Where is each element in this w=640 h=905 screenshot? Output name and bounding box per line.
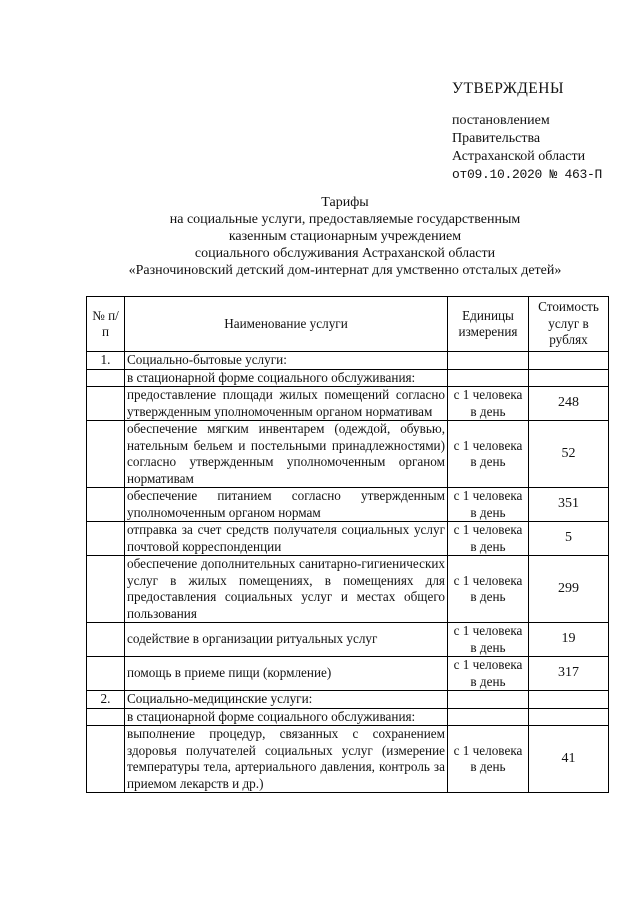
table-row <box>87 387 609 421</box>
unit-of-measure: с 1 человека в день <box>448 522 529 556</box>
header-price: Стоимость услуг в рублях <box>529 297 609 352</box>
service-price <box>529 369 609 387</box>
table-row <box>87 488 609 522</box>
row-number <box>87 623 125 657</box>
service-name: отправка за счет средств получателя социальных услуг почтовой корреспонденции <box>125 522 448 556</box>
unit-of-measure: с 1 человека в день <box>448 657 529 691</box>
unit-of-measure: с 1 человека в день <box>448 556 529 623</box>
service-price: 351 <box>529 488 609 522</box>
title-line: казенным стационарным учреждением <box>228 229 462 244</box>
table-row <box>87 708 609 726</box>
row-number <box>87 657 125 691</box>
decree-number: от09.10.2020 № 463-П <box>452 167 603 182</box>
service-name: содействие в организации ритуальных услуг <box>125 623 448 657</box>
table-row <box>87 522 609 556</box>
unit-of-measure <box>448 708 529 726</box>
table-row <box>87 691 609 709</box>
table-row <box>87 657 609 691</box>
title-line: на социальные услуги, предоставляемые государственным <box>169 212 521 227</box>
service-price <box>529 708 609 726</box>
service-name: обеспечение питанием согласно утвержденным уполномоченным органом нормам <box>125 488 448 522</box>
service-name: предоставление площади жилых помещений согласно утвержденным уполномоченным органом нормативам <box>125 387 448 421</box>
service-name: в стационарной форме социального обслуживания: <box>125 708 448 726</box>
unit-of-measure: с 1 человека в день <box>448 387 529 421</box>
service-price: 248 <box>529 387 609 421</box>
service-name: Социально-медицинские услуги: <box>125 691 448 709</box>
unit-of-measure <box>448 369 529 387</box>
title-line: «Разночиновский детский дом-интернат для умственно отсталых детей» <box>128 263 562 278</box>
unit-of-measure <box>448 691 529 709</box>
header-service: Наименование услуги <box>125 297 448 352</box>
service-price: 299 <box>529 556 609 623</box>
unit-of-measure <box>448 352 529 370</box>
table-row <box>87 352 609 370</box>
table-row <box>87 421 609 488</box>
title-line: социального обслуживания Астраханской области <box>194 246 496 261</box>
service-name: помощь в приеме пищи (кормление) <box>125 657 448 691</box>
row-number <box>87 556 125 623</box>
approval-block <box>452 80 602 184</box>
row-number <box>87 387 125 421</box>
approval-line: постановлением <box>452 113 550 128</box>
approval-heading: УТВЕРЖДЕНЫ <box>452 80 564 97</box>
row-number: 2. <box>87 691 125 709</box>
approval-line: Астраханской области <box>452 149 586 164</box>
table-row <box>87 369 609 387</box>
table-row <box>87 726 609 793</box>
service-name: в стационарной форме социального обслуживания: <box>125 369 448 387</box>
table-row <box>87 623 609 657</box>
row-number: 1. <box>87 352 125 370</box>
tariff-table <box>86 296 609 793</box>
row-number <box>87 369 125 387</box>
unit-of-measure: с 1 человека в день <box>448 726 529 793</box>
table-row <box>87 556 609 623</box>
unit-of-measure: с 1 человека в день <box>448 421 529 488</box>
document-title <box>95 194 595 279</box>
service-price: 19 <box>529 623 609 657</box>
service-name: Социально-бытовые услуги: <box>125 352 448 370</box>
title-line: Тарифы <box>321 195 369 210</box>
service-price: 52 <box>529 421 609 488</box>
row-number <box>87 708 125 726</box>
unit-of-measure: с 1 человека в день <box>448 623 529 657</box>
header-number: № п/п <box>87 297 125 352</box>
row-number <box>87 726 125 793</box>
service-price <box>529 691 609 709</box>
header-unit: Единицы измерения <box>448 297 529 352</box>
table-header-row <box>87 297 609 352</box>
row-number <box>87 488 125 522</box>
service-price: 41 <box>529 726 609 793</box>
unit-of-measure: с 1 человека в день <box>448 488 529 522</box>
row-number <box>87 421 125 488</box>
service-name: выполнение процедур, связанных с сохранением здоровья получателей социальных услуг (измерение температуры тела, артериального давления, контроль за приемом лекарств и др.) <box>125 726 448 793</box>
service-price <box>529 352 609 370</box>
approval-line: Правительства <box>452 131 541 146</box>
row-number <box>87 522 125 556</box>
service-name: обеспечение мягким инвентарем (одеждой, обувью, нательным бельем и постельными принадлежностями) согласно утвержденным уполномоченным органом нормативам <box>125 421 448 488</box>
service-name: обеспечение дополнительных санитарно-гигиенических услуг в жилых помещениях, в помещениях для предоставления социальных услуг и местах общего пользования <box>125 556 448 623</box>
service-price: 5 <box>529 522 609 556</box>
service-price: 317 <box>529 657 609 691</box>
